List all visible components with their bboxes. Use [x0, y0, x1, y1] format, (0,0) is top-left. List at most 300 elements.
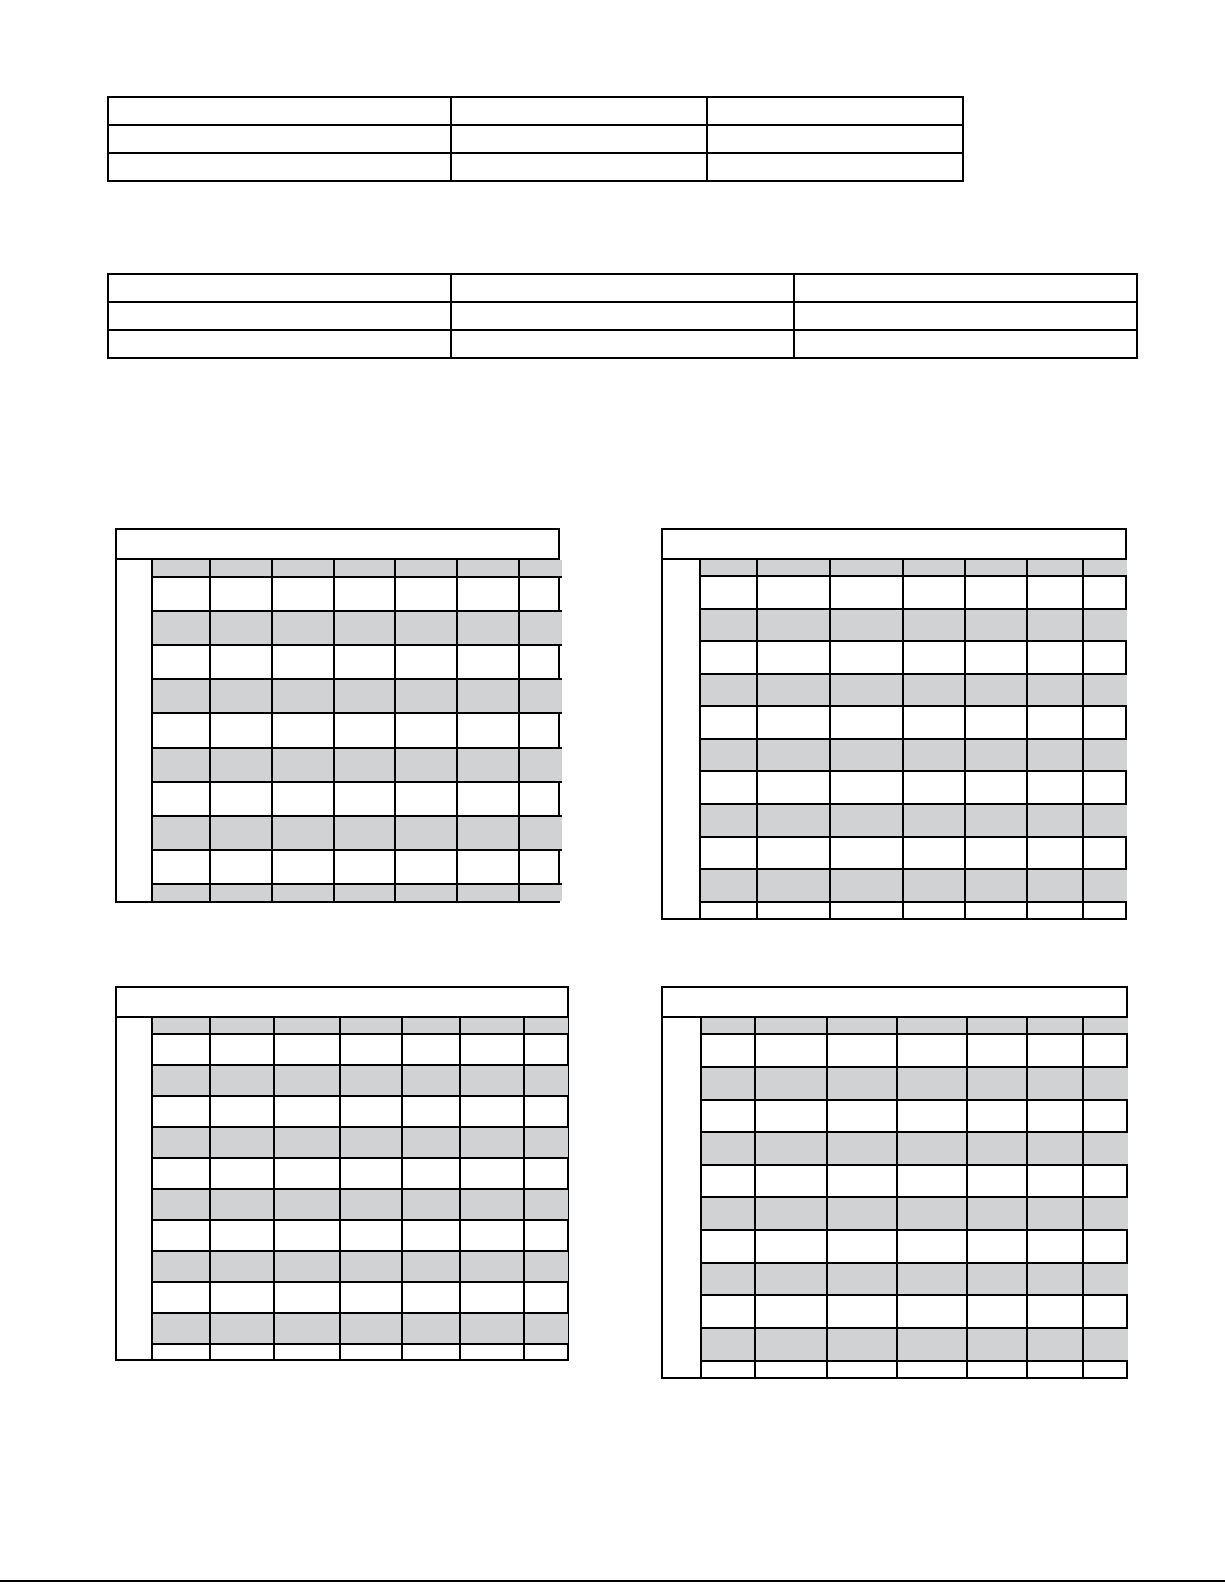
info-cell[interactable]: [794, 302, 1137, 330]
schedule-cell[interactable]: [210, 1158, 274, 1189]
schedule-cell[interactable]: [897, 1361, 967, 1377]
schedule-cell[interactable]: [153, 1065, 210, 1096]
schedule-cell[interactable]: [334, 816, 395, 850]
schedule-cell[interactable]: [757, 739, 830, 772]
schedule-cell[interactable]: [1027, 869, 1083, 902]
schedule-cell[interactable]: [210, 816, 272, 850]
info-cell[interactable]: [108, 302, 451, 330]
schedule-cell[interactable]: [153, 645, 210, 679]
schedule-cell[interactable]: [153, 816, 210, 850]
schedule-cell[interactable]: [153, 748, 210, 782]
schedule-cell[interactable]: [395, 816, 457, 850]
schedule-cell[interactable]: [153, 577, 210, 611]
schedule-cell[interactable]: [340, 1220, 402, 1251]
schedule-cell[interactable]: [965, 771, 1027, 804]
schedule-cell[interactable]: [460, 1018, 524, 1034]
schedule-cell[interactable]: [827, 1361, 897, 1377]
schedule-cell[interactable]: [827, 1197, 897, 1230]
schedule-cell[interactable]: [272, 748, 334, 782]
schedule-cell[interactable]: [460, 1344, 524, 1360]
schedule-cell[interactable]: [830, 739, 903, 772]
schedule-cell[interactable]: [210, 1034, 274, 1065]
schedule-cell[interactable]: [701, 739, 757, 772]
info-cell[interactable]: [451, 153, 707, 181]
schedule-cell[interactable]: [334, 679, 395, 713]
schedule-cell[interactable]: [402, 1313, 460, 1344]
schedule-cell[interactable]: [967, 1165, 1027, 1198]
schedule-cell[interactable]: [701, 560, 757, 576]
info-cell[interactable]: [451, 302, 794, 330]
schedule-cell[interactable]: [702, 1263, 755, 1296]
schedule-cell[interactable]: [830, 706, 903, 739]
schedule-cell[interactable]: [272, 816, 334, 850]
schedule-cell[interactable]: [334, 645, 395, 679]
schedule-cell[interactable]: [1027, 706, 1083, 739]
schedule-cell[interactable]: [519, 816, 562, 850]
schedule-cell[interactable]: [460, 1189, 524, 1220]
schedule-cell[interactable]: [757, 869, 830, 902]
schedule-cell[interactable]: [340, 1034, 402, 1065]
schedule-cell[interactable]: [965, 641, 1027, 674]
schedule-cell[interactable]: [903, 609, 965, 642]
schedule-cell[interactable]: [1027, 1230, 1083, 1263]
schedule-cell[interactable]: [519, 577, 562, 611]
schedule-cell[interactable]: [334, 577, 395, 611]
schedule-cell[interactable]: [210, 1096, 274, 1127]
schedule-cell[interactable]: [1027, 771, 1083, 804]
schedule-cell[interactable]: [1083, 609, 1127, 642]
schedule-cell[interactable]: [460, 1282, 524, 1313]
schedule-cell[interactable]: [965, 902, 1027, 918]
schedule-cell[interactable]: [340, 1065, 402, 1096]
schedule-cell[interactable]: [1027, 1361, 1083, 1377]
schedule-title[interactable]: [663, 988, 1126, 1018]
schedule-cell[interactable]: [402, 1018, 460, 1034]
schedule-cell[interactable]: [210, 1018, 274, 1034]
schedule-cell[interactable]: [1083, 1197, 1128, 1230]
schedule-cell[interactable]: [153, 884, 210, 901]
schedule-cell[interactable]: [210, 577, 272, 611]
schedule-cell[interactable]: [272, 679, 334, 713]
schedule-cell[interactable]: [967, 1132, 1027, 1165]
schedule-cell[interactable]: [340, 1313, 402, 1344]
schedule-cell[interactable]: [460, 1034, 524, 1065]
schedule-cell[interactable]: [827, 1018, 897, 1034]
schedule-cell[interactable]: [967, 1100, 1027, 1133]
schedule-cell[interactable]: [524, 1344, 568, 1360]
schedule-cell[interactable]: [830, 902, 903, 918]
schedule-cell[interactable]: [340, 1251, 402, 1282]
schedule-cell[interactable]: [903, 804, 965, 837]
schedule-cell[interactable]: [701, 902, 757, 918]
schedule-cell[interactable]: [827, 1165, 897, 1198]
schedule-cell[interactable]: [1083, 771, 1127, 804]
schedule-cell[interactable]: [702, 1067, 755, 1100]
schedule-cell[interactable]: [402, 1344, 460, 1360]
schedule-cell[interactable]: [274, 1189, 340, 1220]
schedule-cell[interactable]: [457, 611, 519, 645]
schedule-cell[interactable]: [903, 706, 965, 739]
schedule-cell[interactable]: [153, 1127, 210, 1158]
schedule-cell[interactable]: [340, 1018, 402, 1034]
schedule-cell[interactable]: [827, 1263, 897, 1296]
schedule-cell[interactable]: [967, 1230, 1027, 1263]
schedule-cell[interactable]: [1027, 1165, 1083, 1198]
schedule-cell[interactable]: [755, 1100, 827, 1133]
schedule-cell[interactable]: [967, 1295, 1027, 1328]
schedule-cell[interactable]: [272, 577, 334, 611]
schedule-cell[interactable]: [967, 1361, 1027, 1377]
schedule-cell[interactable]: [702, 1361, 755, 1377]
schedule-cell[interactable]: [903, 560, 965, 576]
schedule-cell[interactable]: [457, 679, 519, 713]
schedule-cell[interactable]: [153, 850, 210, 884]
schedule-cell[interactable]: [1027, 1100, 1083, 1133]
schedule-cell[interactable]: [1083, 560, 1127, 576]
schedule-cell[interactable]: [755, 1295, 827, 1328]
schedule-cell[interactable]: [757, 576, 830, 609]
info-cell[interactable]: [451, 330, 794, 358]
schedule-cell[interactable]: [153, 560, 210, 577]
schedule-cell[interactable]: [402, 1158, 460, 1189]
schedule-cell[interactable]: [965, 837, 1027, 870]
schedule-cell[interactable]: [757, 771, 830, 804]
schedule-cell[interactable]: [340, 1158, 402, 1189]
info-cell[interactable]: [794, 274, 1137, 302]
schedule-cell[interactable]: [274, 1065, 340, 1096]
schedule-cell[interactable]: [1027, 1197, 1083, 1230]
schedule-cell[interactable]: [757, 902, 830, 918]
schedule-cell[interactable]: [457, 816, 519, 850]
schedule-cell[interactable]: [395, 748, 457, 782]
schedule-cell[interactable]: [334, 611, 395, 645]
schedule-cell[interactable]: [153, 1034, 210, 1065]
schedule-cell[interactable]: [755, 1197, 827, 1230]
schedule-cell[interactable]: [903, 902, 965, 918]
schedule-cell[interactable]: [967, 1034, 1027, 1067]
schedule-cell[interactable]: [395, 713, 457, 747]
schedule-cell[interactable]: [967, 1018, 1027, 1034]
schedule-cell[interactable]: [827, 1295, 897, 1328]
schedule-cell[interactable]: [272, 850, 334, 884]
schedule-cell[interactable]: [272, 782, 334, 816]
schedule-cell[interactable]: [1027, 902, 1083, 918]
schedule-cell[interactable]: [272, 713, 334, 747]
schedule-cell[interactable]: [210, 1282, 274, 1313]
schedule-cell[interactable]: [274, 1034, 340, 1065]
schedule-cell[interactable]: [274, 1313, 340, 1344]
schedule-cell[interactable]: [1083, 1034, 1128, 1067]
schedule-cell[interactable]: [457, 884, 519, 901]
schedule-cell[interactable]: [334, 782, 395, 816]
schedule-cell[interactable]: [519, 560, 562, 577]
schedule-cell[interactable]: [702, 1018, 755, 1034]
info-cell[interactable]: [451, 97, 707, 125]
schedule-cell[interactable]: [830, 804, 903, 837]
schedule-cell[interactable]: [153, 1018, 210, 1034]
schedule-cell[interactable]: [1083, 576, 1127, 609]
schedule-cell[interactable]: [701, 869, 757, 902]
schedule-cell[interactable]: [1083, 902, 1127, 918]
schedule-cell[interactable]: [897, 1197, 967, 1230]
schedule-cell[interactable]: [395, 645, 457, 679]
schedule-cell[interactable]: [1083, 739, 1127, 772]
schedule-cell[interactable]: [210, 713, 272, 747]
schedule-cell[interactable]: [274, 1096, 340, 1127]
schedule-cell[interactable]: [702, 1230, 755, 1263]
schedule-cell[interactable]: [1083, 706, 1127, 739]
schedule-cell[interactable]: [1083, 1361, 1128, 1377]
schedule-cell[interactable]: [524, 1313, 568, 1344]
schedule-cell[interactable]: [457, 748, 519, 782]
info-cell[interactable]: [108, 125, 451, 153]
schedule-cell[interactable]: [210, 1220, 274, 1251]
schedule-cell[interactable]: [830, 576, 903, 609]
schedule-cell[interactable]: [1027, 1263, 1083, 1296]
schedule-cell[interactable]: [340, 1282, 402, 1313]
info-cell[interactable]: [451, 125, 707, 153]
schedule-cell[interactable]: [757, 641, 830, 674]
schedule-cell[interactable]: [1027, 1328, 1083, 1361]
schedule-cell[interactable]: [1083, 1100, 1128, 1133]
schedule-cell[interactable]: [524, 1034, 568, 1065]
schedule-cell[interactable]: [519, 850, 562, 884]
schedule-cell[interactable]: [755, 1361, 827, 1377]
schedule-cell[interactable]: [755, 1132, 827, 1165]
info-cell[interactable]: [707, 153, 963, 181]
schedule-cell[interactable]: [210, 850, 272, 884]
schedule-cell[interactable]: [402, 1251, 460, 1282]
schedule-cell[interactable]: [274, 1220, 340, 1251]
schedule-cell[interactable]: [701, 674, 757, 707]
schedule-cell[interactable]: [965, 674, 1027, 707]
schedule-cell[interactable]: [702, 1132, 755, 1165]
schedule-cell[interactable]: [153, 1189, 210, 1220]
schedule-cell[interactable]: [210, 1127, 274, 1158]
schedule-cell[interactable]: [830, 560, 903, 576]
schedule-cell[interactable]: [827, 1132, 897, 1165]
schedule-cell[interactable]: [827, 1328, 897, 1361]
schedule-cell[interactable]: [967, 1067, 1027, 1100]
schedule-cell[interactable]: [701, 804, 757, 837]
schedule-cell[interactable]: [460, 1096, 524, 1127]
schedule-cell[interactable]: [524, 1189, 568, 1220]
schedule-cell[interactable]: [701, 641, 757, 674]
schedule-cell[interactable]: [897, 1263, 967, 1296]
schedule-cell[interactable]: [402, 1189, 460, 1220]
schedule-cell[interactable]: [402, 1282, 460, 1313]
schedule-cell[interactable]: [153, 1344, 210, 1360]
schedule-cell[interactable]: [402, 1065, 460, 1096]
schedule-cell[interactable]: [965, 609, 1027, 642]
schedule-cell[interactable]: [903, 837, 965, 870]
schedule-cell[interactable]: [519, 645, 562, 679]
schedule-cell[interactable]: [965, 804, 1027, 837]
schedule-cell[interactable]: [830, 674, 903, 707]
schedule-cell[interactable]: [395, 679, 457, 713]
schedule-cell[interactable]: [1083, 869, 1127, 902]
schedule-cell[interactable]: [340, 1344, 402, 1360]
schedule-cell[interactable]: [519, 679, 562, 713]
schedule-cell[interactable]: [524, 1251, 568, 1282]
schedule-cell[interactable]: [897, 1230, 967, 1263]
schedule-cell[interactable]: [827, 1067, 897, 1100]
schedule-cell[interactable]: [334, 713, 395, 747]
schedule-cell[interactable]: [519, 713, 562, 747]
info-cell[interactable]: [108, 97, 451, 125]
schedule-cell[interactable]: [1027, 1295, 1083, 1328]
schedule-cell[interactable]: [1083, 1263, 1128, 1296]
schedule-cell[interactable]: [153, 1313, 210, 1344]
schedule-title[interactable]: [663, 530, 1125, 560]
schedule-cell[interactable]: [274, 1344, 340, 1360]
schedule-cell[interactable]: [274, 1127, 340, 1158]
schedule-cell[interactable]: [1027, 1018, 1083, 1034]
schedule-cell[interactable]: [1083, 1018, 1128, 1034]
schedule-cell[interactable]: [897, 1295, 967, 1328]
schedule-cell[interactable]: [967, 1328, 1027, 1361]
schedule-cell[interactable]: [210, 1065, 274, 1096]
schedule-cell[interactable]: [1027, 837, 1083, 870]
schedule-cell[interactable]: [965, 576, 1027, 609]
schedule-cell[interactable]: [460, 1313, 524, 1344]
schedule-cell[interactable]: [755, 1018, 827, 1034]
schedule-cell[interactable]: [701, 706, 757, 739]
schedule-cell[interactable]: [897, 1018, 967, 1034]
schedule-cell[interactable]: [701, 771, 757, 804]
schedule-cell[interactable]: [757, 837, 830, 870]
schedule-cell[interactable]: [903, 674, 965, 707]
schedule-cell[interactable]: [340, 1189, 402, 1220]
schedule-cell[interactable]: [457, 713, 519, 747]
schedule-cell[interactable]: [460, 1127, 524, 1158]
schedule-title[interactable]: [117, 988, 567, 1018]
schedule-cell[interactable]: [210, 782, 272, 816]
schedule-cell[interactable]: [402, 1127, 460, 1158]
schedule-cell[interactable]: [153, 782, 210, 816]
schedule-cell[interactable]: [340, 1127, 402, 1158]
schedule-cell[interactable]: [519, 782, 562, 816]
schedule-cell[interactable]: [702, 1034, 755, 1067]
schedule-cell[interactable]: [1027, 674, 1083, 707]
schedule-cell[interactable]: [757, 804, 830, 837]
schedule-cell[interactable]: [395, 782, 457, 816]
schedule-cell[interactable]: [755, 1067, 827, 1100]
schedule-cell[interactable]: [460, 1251, 524, 1282]
schedule-title[interactable]: [117, 530, 558, 560]
schedule-cell[interactable]: [274, 1282, 340, 1313]
schedule-cell[interactable]: [702, 1100, 755, 1133]
schedule-cell[interactable]: [897, 1165, 967, 1198]
schedule-cell[interactable]: [965, 560, 1027, 576]
schedule-cell[interactable]: [830, 837, 903, 870]
schedule-cell[interactable]: [524, 1220, 568, 1251]
schedule-cell[interactable]: [395, 577, 457, 611]
schedule-cell[interactable]: [334, 850, 395, 884]
schedule-cell[interactable]: [210, 1313, 274, 1344]
info-cell[interactable]: [451, 274, 794, 302]
schedule-cell[interactable]: [830, 609, 903, 642]
schedule-cell[interactable]: [457, 560, 519, 577]
schedule-cell[interactable]: [460, 1065, 524, 1096]
schedule-cell[interactable]: [519, 748, 562, 782]
schedule-cell[interactable]: [830, 869, 903, 902]
schedule-cell[interactable]: [153, 1096, 210, 1127]
schedule-cell[interactable]: [1027, 560, 1083, 576]
schedule-cell[interactable]: [701, 576, 757, 609]
schedule-cell[interactable]: [153, 1158, 210, 1189]
schedule-cell[interactable]: [967, 1197, 1027, 1230]
schedule-cell[interactable]: [519, 884, 562, 901]
schedule-cell[interactable]: [1027, 739, 1083, 772]
schedule-cell[interactable]: [903, 771, 965, 804]
schedule-cell[interactable]: [755, 1263, 827, 1296]
schedule-cell[interactable]: [755, 1034, 827, 1067]
schedule-cell[interactable]: [701, 609, 757, 642]
schedule-cell[interactable]: [897, 1132, 967, 1165]
schedule-cell[interactable]: [1083, 1328, 1128, 1361]
schedule-cell[interactable]: [1083, 674, 1127, 707]
schedule-cell[interactable]: [395, 560, 457, 577]
info-cell[interactable]: [707, 97, 963, 125]
schedule-cell[interactable]: [903, 869, 965, 902]
schedule-cell[interactable]: [524, 1282, 568, 1313]
schedule-cell[interactable]: [524, 1127, 568, 1158]
schedule-cell[interactable]: [897, 1034, 967, 1067]
schedule-cell[interactable]: [1083, 1132, 1128, 1165]
schedule-cell[interactable]: [519, 611, 562, 645]
schedule-cell[interactable]: [967, 1263, 1027, 1296]
schedule-cell[interactable]: [702, 1197, 755, 1230]
schedule-cell[interactable]: [1083, 1230, 1128, 1263]
schedule-cell[interactable]: [897, 1100, 967, 1133]
schedule-cell[interactable]: [402, 1096, 460, 1127]
schedule-cell[interactable]: [524, 1158, 568, 1189]
schedule-cell[interactable]: [827, 1100, 897, 1133]
schedule-cell[interactable]: [1027, 609, 1083, 642]
schedule-cell[interactable]: [210, 1189, 274, 1220]
schedule-cell[interactable]: [903, 576, 965, 609]
schedule-cell[interactable]: [1027, 1034, 1083, 1067]
schedule-cell[interactable]: [395, 611, 457, 645]
schedule-cell[interactable]: [702, 1295, 755, 1328]
schedule-cell[interactable]: [897, 1067, 967, 1100]
schedule-cell[interactable]: [334, 884, 395, 901]
schedule-cell[interactable]: [274, 1251, 340, 1282]
schedule-cell[interactable]: [1083, 837, 1127, 870]
schedule-cell[interactable]: [757, 560, 830, 576]
schedule-cell[interactable]: [210, 1251, 274, 1282]
schedule-cell[interactable]: [460, 1158, 524, 1189]
schedule-cell[interactable]: [457, 645, 519, 679]
schedule-cell[interactable]: [1027, 1067, 1083, 1100]
info-cell[interactable]: [794, 330, 1137, 358]
schedule-cell[interactable]: [460, 1220, 524, 1251]
schedule-cell[interactable]: [153, 679, 210, 713]
schedule-cell[interactable]: [395, 884, 457, 901]
schedule-cell[interactable]: [827, 1034, 897, 1067]
schedule-cell[interactable]: [524, 1018, 568, 1034]
schedule-cell[interactable]: [830, 641, 903, 674]
schedule-cell[interactable]: [755, 1165, 827, 1198]
schedule-cell[interactable]: [965, 739, 1027, 772]
schedule-cell[interactable]: [210, 884, 272, 901]
schedule-cell[interactable]: [334, 748, 395, 782]
schedule-cell[interactable]: [340, 1096, 402, 1127]
schedule-cell[interactable]: [965, 869, 1027, 902]
info-cell[interactable]: [108, 330, 451, 358]
schedule-cell[interactable]: [274, 1018, 340, 1034]
